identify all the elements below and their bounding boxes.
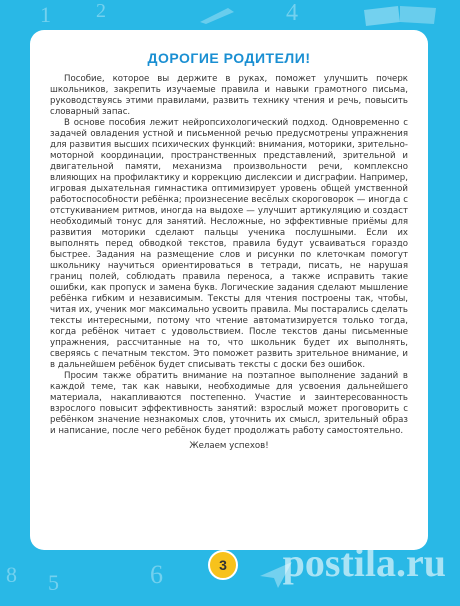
paragraph: Пособие, которое вы держите в руках, поможет улучшить почерк школьников, закрепить изучаемые правила и навыки грамотного письма, руководствуясь этими правилами, развить технику чтения и речь, повысить словарный запас.	[50, 74, 408, 117]
decor-digit: 2	[96, 0, 106, 22]
decor-digit: 4	[286, 0, 298, 26]
pencil-icon	[198, 4, 238, 24]
paragraph: В основе пособия лежит нейропсихологический подход. Одновременно с задачей овладения устной и письменной речью предусмотрены упражнения для развития высших психических функций: внимания, моторики, зрительно-моторной координации, пространственных представлений, зрительной и двигательной памяти, механизма произвольности речи, комплексно влияющих на профилактику и коррекцию дислексии и дисграфии. Например, игровая дыхательная гимнастика оптимизирует уровень общей умственной работоспособности ребёнка; произнесение весёлых скороговорок — иногда с отстукиванием ритмов, иногда на выдохе — улучшит артикуляцию и создаст необходимый тонус для занятий. Несложные, но эффективные приёмы для развития моторики сделают пальцы ученика послушными. Если их выполнять перед обводкой текстов, правила будут усваиваться гораздо быстрее. Задания на размещение слов и рисунки по клеточкам помогут школьнику научиться ориентироваться в тетради, писать, не нарушая границ полей, соблюдать правила переноса, а также исправить такие ошибки, как пропуск и замена букв. Логические задания сделают мышление ребёнка гибким и независимым. Тексты для чтения построены так, чтобы, читая их, ученик мог максимально усвоить правила. Мы постарались сделать тексты интересными, потому что чтение автоматизируется только тогда, когда ребёнок читает с удовольствием. После текстов даны письменные упражнения, рассчитанные на то, что школьник будет их выполнять, сверяясь с печатным текстом. Это поможет развить зрительное внимание, и в дальнейшем ребёнок будет списывать тексты с доски без ошибок.	[50, 118, 408, 370]
decor-digit: 8	[6, 562, 17, 587]
closing-wish: Желаем успехов!	[189, 441, 269, 451]
paragraph: Просим также обратить внимание на поэтапное выполнение заданий в каждой теме, так как навыки, необходимые для усвоения дальнейшего материала, накапливаются постепенно. Участие и заинтересованность взрослого повысит эффективность занятий: взрослый может проговорить с ребёнком значение незнакомых слов, уточнить их смысл, зрительный образ и написание, после чего ребёнок будет продолжать работу самостоятельно.	[50, 371, 408, 436]
decor-digit: 6	[150, 560, 163, 589]
book-icon	[360, 2, 440, 28]
page-number-badge: 3	[208, 550, 238, 580]
content-page	[30, 30, 428, 550]
decor-digit: 1	[40, 2, 51, 27]
page-title: ДОРОГИЕ РОДИТЕЛИ!	[147, 50, 311, 66]
decor-digit: 5	[48, 570, 59, 595]
watermark: postila.ru	[282, 540, 446, 585]
